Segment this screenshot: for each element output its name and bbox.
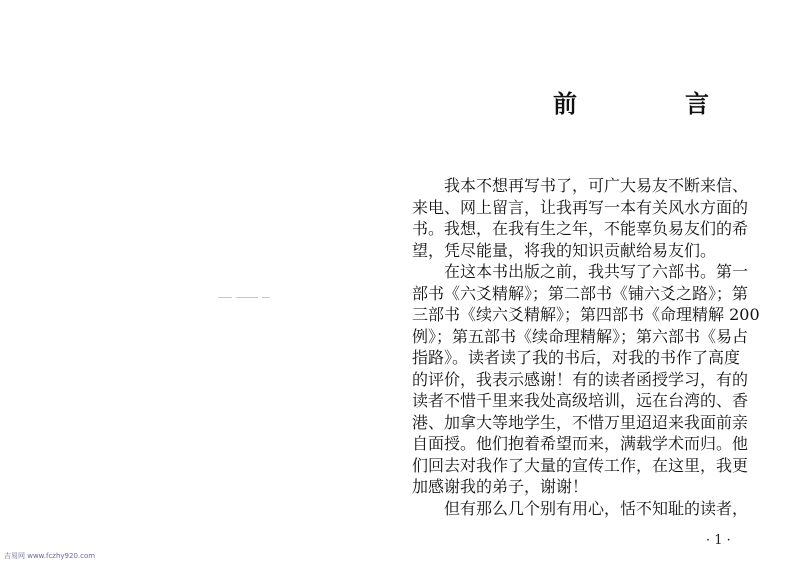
text-line: 读者不惜千里来我处高级培训，远在台湾的、香 xyxy=(412,391,749,410)
text-line: 我本不想再写书了，可广大易友不断来信、 xyxy=(444,176,749,195)
text-line: 望，凭尽能量，将我的知识贡献给易友们。 xyxy=(412,240,717,260)
text-line: 的评价，我表示感谢！有的读者函授学习，有的 xyxy=(412,369,749,389)
scan-speck xyxy=(218,297,232,298)
text-line: 在这本书出版之前，我共写了六部书。第一 xyxy=(444,262,749,281)
scan-speck xyxy=(236,297,258,298)
page-title: 前 言 xyxy=(553,89,751,118)
text-line: 但有那么几个别有用心，恬不知耻的读者， xyxy=(444,498,749,518)
scan-speck xyxy=(262,297,270,298)
text-line: 来电、网上留言，让我再写一本有关风水方面的 xyxy=(412,197,749,217)
text-line: 加感谢我的弟子，谢谢！ xyxy=(412,477,589,496)
text-line: 例》；第五部书《续命理精解》；第六部书《易占 xyxy=(412,326,749,346)
page-number: · 1 · xyxy=(706,533,731,548)
text-line: 港、加拿大等地学生，不惜万里迢迢来我面前亲 xyxy=(412,412,749,432)
text-line: 自面授。他们抱着希望而来，满载学术而归。他 xyxy=(412,434,749,453)
body-text xyxy=(412,175,774,519)
site-watermark: 吉易网 www.fczhy920.com xyxy=(4,552,96,560)
text-line: 书。我想，在我有生之年，不能辜负易友们的希 xyxy=(412,219,749,238)
text-line: 指路》。读者读了我的书后，对我的书作了高度 xyxy=(412,348,741,367)
text-line: 部书《六爻精解》；第二部书《铺六爻之路》；第 xyxy=(412,283,749,303)
text-line: 们回去对我作了大量的宣传工作，在这里，我更 xyxy=(412,455,749,475)
text-line: 三部书《续六爻精解》；第四部书《命理精解 200 xyxy=(412,305,760,324)
